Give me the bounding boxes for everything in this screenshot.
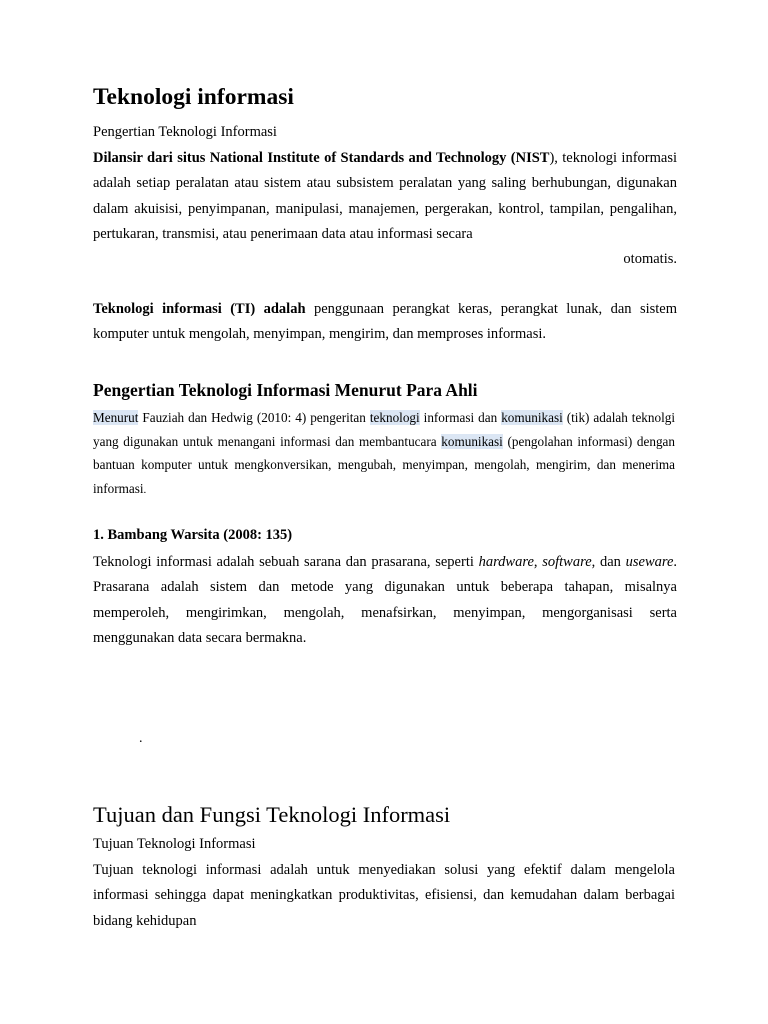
paragraph-ti-definition — [93, 297, 677, 348]
text-fragment: informasi dan — [419, 410, 502, 425]
text-fragment: Teknologi informasi adalah sebuah sarana dan prasarana, seperti — [93, 554, 479, 570]
paragraph-nist-end — [93, 247, 677, 272]
highlight-komunikasi: komunikasi — [501, 410, 563, 425]
paragraph-bambang — [93, 550, 677, 651]
ti-bold-text: Teknologi informasi (TI) adalah — [93, 301, 306, 317]
text-fragment: , dan — [591, 554, 626, 570]
subtitle-pengertian: Pengertian Teknologi Informasi — [93, 124, 277, 140]
page-title: Teknologi informasi — [93, 84, 294, 110]
text-fragment: (pengolahan informasi) dengan bantuan komputer untuk mengkonversikan, mengubah, menyimpan, mengolah, mengirim, dan menerima informasi — [93, 433, 675, 496]
subtitle-tujuan: Tujuan Teknologi Informasi — [93, 836, 256, 852]
heading-para-ahli: Pengertian Teknologi Informasi Menurut Para Ahli — [93, 380, 478, 400]
nist-end-text: otomatis. — [623, 251, 677, 267]
paragraph-nist-definition — [93, 146, 677, 247]
stray-dot: . — [139, 731, 143, 746]
text-fragment: . Prasarana adalah sistem dan metode yang digunakan untuk beberapa tahapan, misalnya memperoleh, mengirimkan, mengolah, menafsirkan, menyimpan, mengorganisasi serta menggunakan data secara bermakna. — [93, 554, 678, 646]
text-fragment: Fauziah dan Hedwig (2010: 4) pengeritan — [138, 410, 370, 425]
ti-rest-text: penggunaan perangkat keras, perangkat lunak, dan sistem komputer untuk mengolah, menyimpan, mengirim, dan memproses informasi. — [93, 301, 678, 343]
paragraph-tujuan: Tujuan teknologi informasi adalah untuk menyediakan solusi yang efektif dalam mengelola informasi sehingga dapat meningkatkan produktivitas, efisiensi, dan kemudahan dalam berbagai bidang kehidupan — [93, 862, 675, 929]
paragraph-fauziah — [93, 406, 675, 502]
heading-tujuan-fungsi: Tujuan dan Fungsi Teknologi Informasi — [93, 802, 451, 827]
nist-rest-text: ), teknologi informasi adalah setiap peralatan atau sistem atau subsistem peralatan yang saling berhubungan, digunakan dalam akuisisi, penyimpanan, manipulasi, manajemen, pergerakan, kontrol, tampilan, pengalihan, pertukaran, transmisi, atau penerimaan data atau informasi secara — [93, 150, 677, 242]
italic-useware: useware — [625, 554, 674, 570]
highlight-teknologi: teknologi — [369, 410, 420, 425]
text-fragment: . — [143, 483, 147, 496]
text-fragment: , — [533, 554, 543, 570]
highlight-komunikasi-2: komunikasi — [441, 433, 503, 449]
text-fragment: (tik) adalah teknolgi yang digunakan untuk menangani informasi dan membantucara — [93, 410, 676, 449]
heading-bambang-warsita: 1. Bambang Warsita (2008: 135) — [93, 527, 293, 543]
highlight-menurut: Menurut — [93, 410, 139, 425]
nist-bold-text: Dilansir dari situs National Institute of Standards and Technology (NIST — [93, 150, 550, 166]
italic-hardware: hardware — [478, 554, 534, 570]
italic-software: software — [542, 554, 592, 570]
